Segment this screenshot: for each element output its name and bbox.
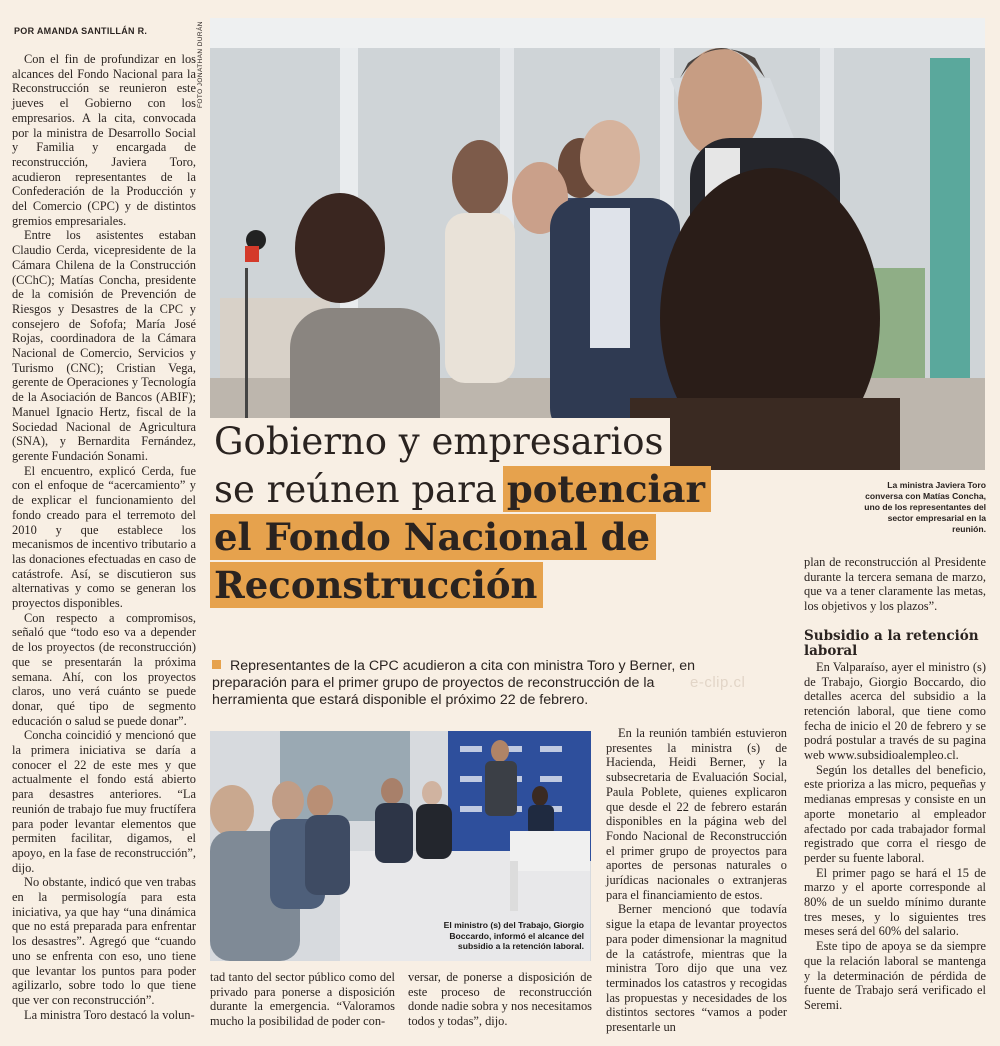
section-subheading: Subsidio a la retención laboral bbox=[804, 627, 979, 659]
headline-highlight-2: el Fondo Nacional de bbox=[210, 514, 656, 560]
paragraph: Berner mencionó que todavía sigue la etapa de levantar proyectos para poder dimensionar la magnitud de la catástrofe, mientras que la ministra Toro dijo que una vez terminados los catastros y recogidas las propuestas y necesidades de los distintos sectores “vamos a poder presentarle un bbox=[606, 902, 787, 1035]
paragraph: plan de reconstrucción al Presidente durante la tercera semana de marzo, que va a tener claramente las metas, los objetivos y los plazos”. bbox=[804, 555, 986, 614]
headline-highlight-1: potenciar bbox=[503, 466, 711, 512]
paragraph: Este tipo de apoya se da siempre que la relación laboral se mantenga y la determinación de pérdida de fuente de Trabajo será verificado el Seremi. bbox=[804, 939, 986, 1012]
paragraph: No obstante, indicó que ven trabas en la permisología para esta iniciativa, ya que hay “una dinámica que no está preparada para enfrentar los desastres”. Agregó que “cuando uno se enfrenta con eso, uno tiene que levantar los puntos para poder agilizarlo, sobre todo lo que tiene que ver con reconstrucción”. bbox=[12, 875, 196, 1007]
headline-line-2: se reúnen para bbox=[210, 466, 503, 516]
headline-line-1: Gobierno y empresarios bbox=[210, 418, 670, 468]
lead-text: Representantes de la CPC acudieron a cita con ministra Toro y Berner, en preparación para el primer grupo de proyectos de reconstrucción de la herramienta que estará disponible el próximo 22 de febrero. bbox=[212, 658, 696, 708]
lead-paragraph bbox=[212, 658, 712, 709]
photo-caption-top: La ministra Javiera Toro conversa con Matías Concha, uno de los representantes del sector empresarial en la reunión. bbox=[864, 480, 986, 534]
paragraph: tad tanto del sector público como del privado para ponerse a disposición durante la emergencia. “Valoramos mucho la posibilidad de poder con- bbox=[210, 970, 395, 1029]
meeting-photo-illustration bbox=[210, 18, 985, 470]
paragraph: Según los detalles del beneficio, este prioriza a las micro, pequeñas y medianas empresas y consiste en un aporte monetario al empleador afectado por cada trabajador formal registrado que corra el riesgo de perder su fuente laboral. bbox=[804, 762, 986, 865]
headline-highlight-3: Reconstrucción bbox=[210, 562, 543, 608]
paragraph: Concha coincidió y mencionó que la primera iniciativa se daría a conocer el 22 de este mes y que actualmente el fondo está abierto para desastres anteriores. “La reunión de trabajo fue muy fructífera para poder levantar elementos que permiten facilitar, digamos, el apoyo, en la fase de reconstrucción”, dijo. bbox=[12, 728, 196, 875]
paragraph: En la reunión también estuvieron presentes la ministra (s) de Hacienda, Heidi Berner, y la subsecretaria de Evaluación Social, Paula Poblete, quienes explicaron que desde el 22 de febrero estarán disponibles en la página web del Fondo Nacional de Reconstrucción el primer grupo de proyectos para aportes de personas naturales o jurídicas nacionales o extranjeras para el financiamiento de estos. bbox=[606, 726, 787, 902]
article-column-3 bbox=[408, 970, 592, 1029]
headline bbox=[210, 418, 810, 610]
paragraph: Con respecto a compromisos, señaló que “todo eso va a depender de los proyectos (de reconstrucción) que se presentarán la próxima semana. Ahí, con los proyectos claros, uno verá cuánto se puede donar, qué tipo de segmento educación o salud se puede donar”. bbox=[12, 610, 196, 728]
paragraph: En Valparaíso, ayer el ministro (s) de Trabajo, Giorgio Boccardo, dio detalles acerca del subsidio a la retención laboral, que tiene como fecha de inicio el 20 de febrero y se podrá postular a través de su pagina web www.subsidioalempleo.cl. bbox=[804, 659, 986, 763]
article-column-4 bbox=[606, 726, 787, 1035]
article-column-1 bbox=[12, 52, 196, 1022]
byline: POR AMANDA SANTILLÁN R. bbox=[14, 26, 148, 36]
main-photo bbox=[210, 18, 985, 470]
paragraph: Entre los asistentes estaban Claudio Cerda, vicepresidente de la Cámara Chilena de la Construcción (CChC); Matías Concha, presidente de la comisión de Prevención de Riesgos y Desastres de la CPC y consejero de Sofofa; María José Rojas, coordinadora de la Cámara Nacional de Comercio, Servicios y Turismo (CNC); Cristian Vega, gerente de Operaciones y Tecnología de la Asociación de Bancos (ABIF); Manuel Ignacio Hertz, fiscal de la Sociedad Nacional de Agricultura (SNA), y Bernardita Fernández, gerente Fundación Sonami. bbox=[12, 228, 196, 463]
square-bullet-icon bbox=[212, 660, 221, 669]
paragraph: El primer pago se hará el 15 de marzo y el aporte corresponde al 80% de un sueldo mínimo durante tres meses, y lo siguientes tres meses será del 60% del salario. bbox=[804, 865, 986, 939]
watermark: e-clip.cl bbox=[690, 674, 746, 691]
photo-caption-bottom: El ministro (s) del Trabajo, Giorgio Boccardo, informó el alcance del subsidio a la retención laboral. bbox=[443, 920, 584, 951]
paragraph: Con el fin de profundizar en los alcances del Fondo Nacional para la Reconstrucción se reunieron este jueves el Gobierno con los empresarios. A la cita, convocada por la ministra de Desarrollo Social y Familia y encargada de reconstrucción, Javiera Toro, acudieron representantes de la Confederación de la Producción y del Comercio (CPC) y de distintos gremios empresariales. bbox=[12, 52, 196, 228]
paragraph: El encuentro, explicó Cerda, fue con el enfoque de “acercamiento” y de explicar el funcionamiento del fondo creado para el terremoto del 2010 y que establece los mecanismos de incentivo tributario a las donaciones efectuadas en caso de catástrofe. Así, se discutieron sus alternativas y como se generan los proyectos disponibles. bbox=[12, 463, 196, 611]
photo-credit: FOTO JONATHAN DURÁN bbox=[197, 21, 204, 108]
article-column-5 bbox=[804, 555, 986, 1013]
paragraph: versar, de ponerse a disposición de este proceso de reconstrucción donde nadie sobra y nos necesitamos todos y todas”, dijo. bbox=[408, 970, 592, 1029]
article-column-2 bbox=[210, 970, 395, 1029]
paragraph: La ministra Toro destacó la volun- bbox=[24, 1007, 195, 1022]
